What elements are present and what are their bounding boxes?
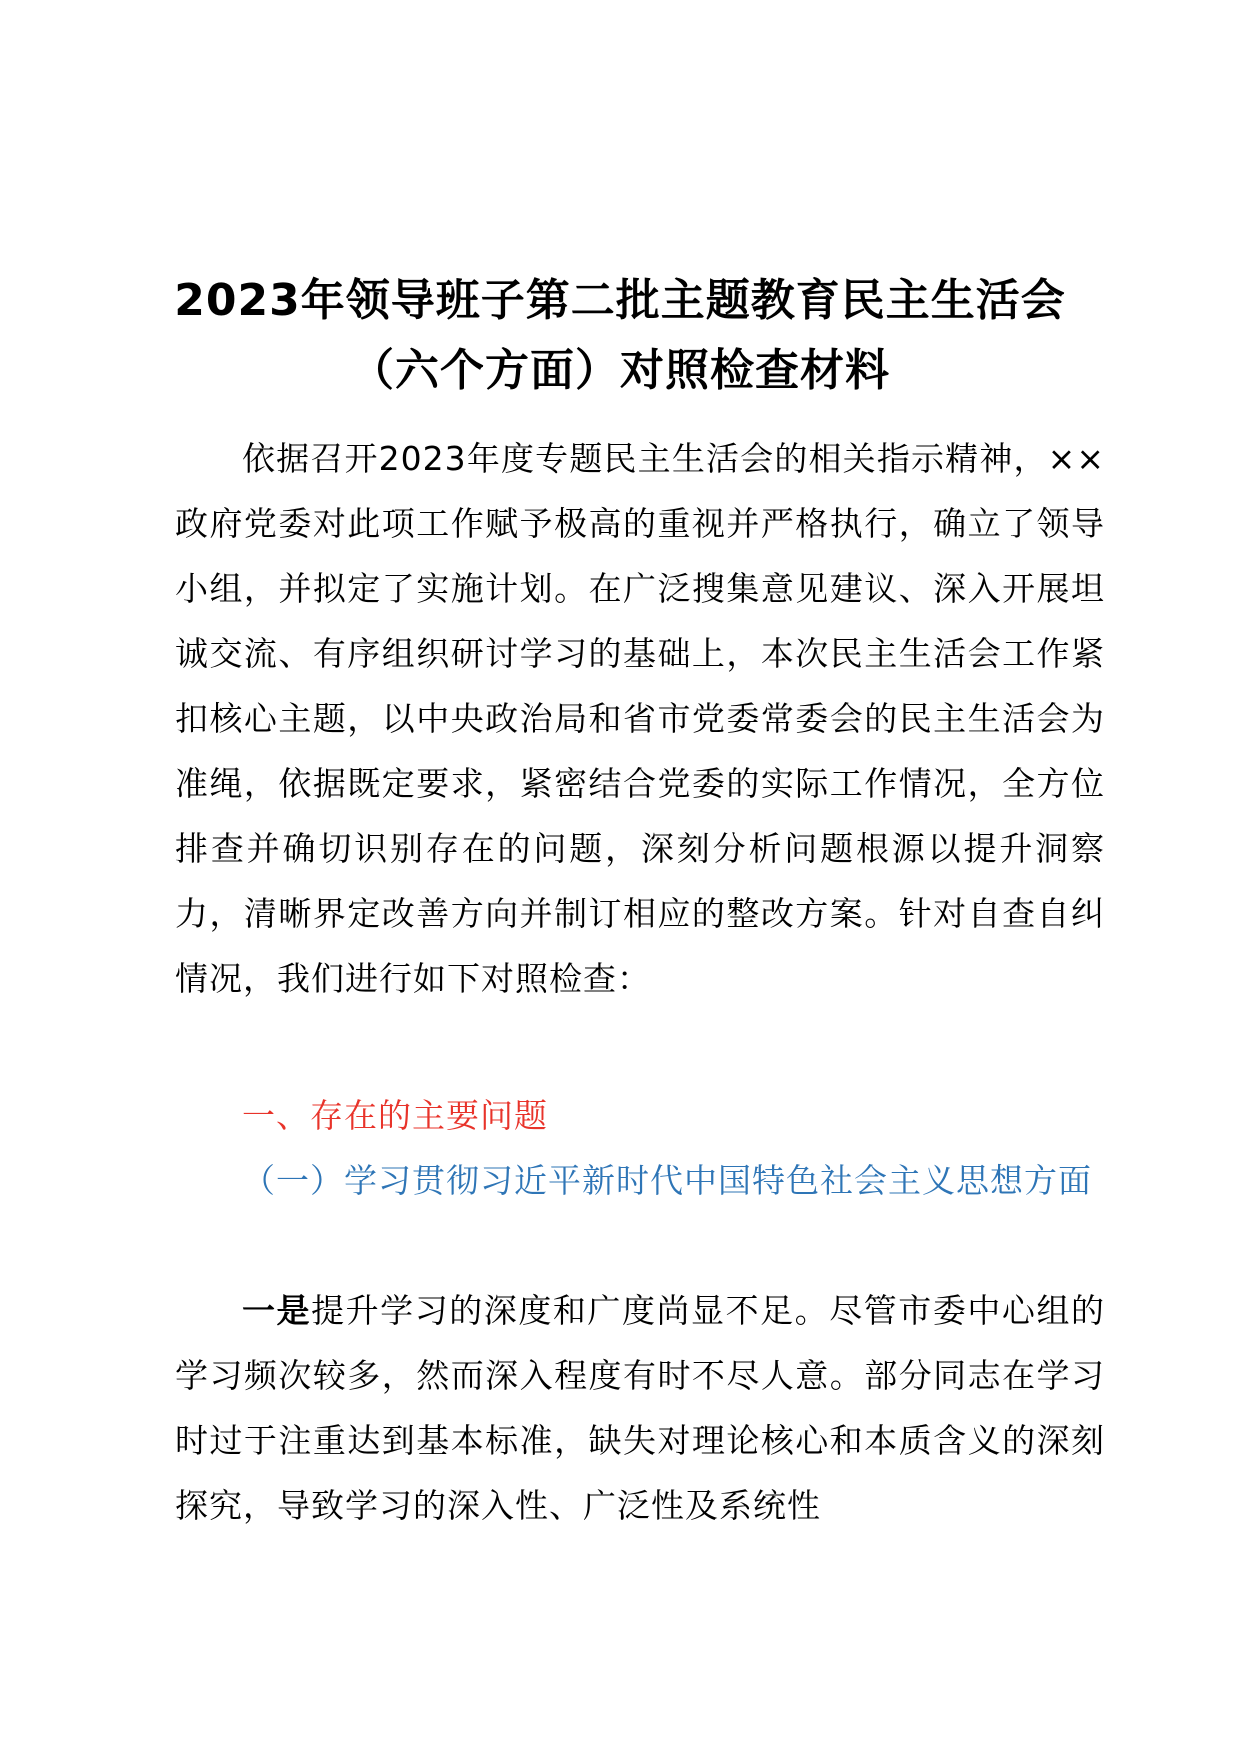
section-heading: 一、存在的主要问题 bbox=[242, 1096, 548, 1135]
intro-paragraph: 依据召开2023年度专题民主生活会的相关指示精神，××政府党委对此项工作赋予极高的重视并严格执行，确立了领导小组，并拟定了实施计划。在广泛搜集意见建议、深入开展坦诚交流、有序组织研讨学习的基础上，本次民主生活会工作紧扣核心主题，以中央政治局和省市党委常委会的民主生活会为准绳，依据既定要求，紧密结合党委的实际工作情况，全方位排查并确切识别存在的问题，深刻分析问题根源以提升洞察力，清晰界定改善方向并制订相应的整改方案。针对自查自纠情况，我们进行如下对照检查： bbox=[175, 439, 1105, 998]
point-lead: 一是 bbox=[242, 1291, 312, 1330]
document-title: 2023年领导班子第二批主题教育民主生活会（六个方面）对照检查材料 bbox=[174, 275, 1066, 396]
point-text: 提升学习的深度和广度尚显不足。尽管市委中心组的学习频次较多，然而深入程度有时不尽人意。部分同志在学习时过于注重达到基本标准，缺失对理论核心和本质含义的深刻探究，导致学习的深入性、广泛性及系统性 bbox=[175, 1291, 1106, 1525]
subsection-heading: （一）学习贯彻习近平新时代中国特色社会主义思想方面 bbox=[242, 1161, 1092, 1200]
point-paragraph bbox=[175, 1278, 1105, 1538]
